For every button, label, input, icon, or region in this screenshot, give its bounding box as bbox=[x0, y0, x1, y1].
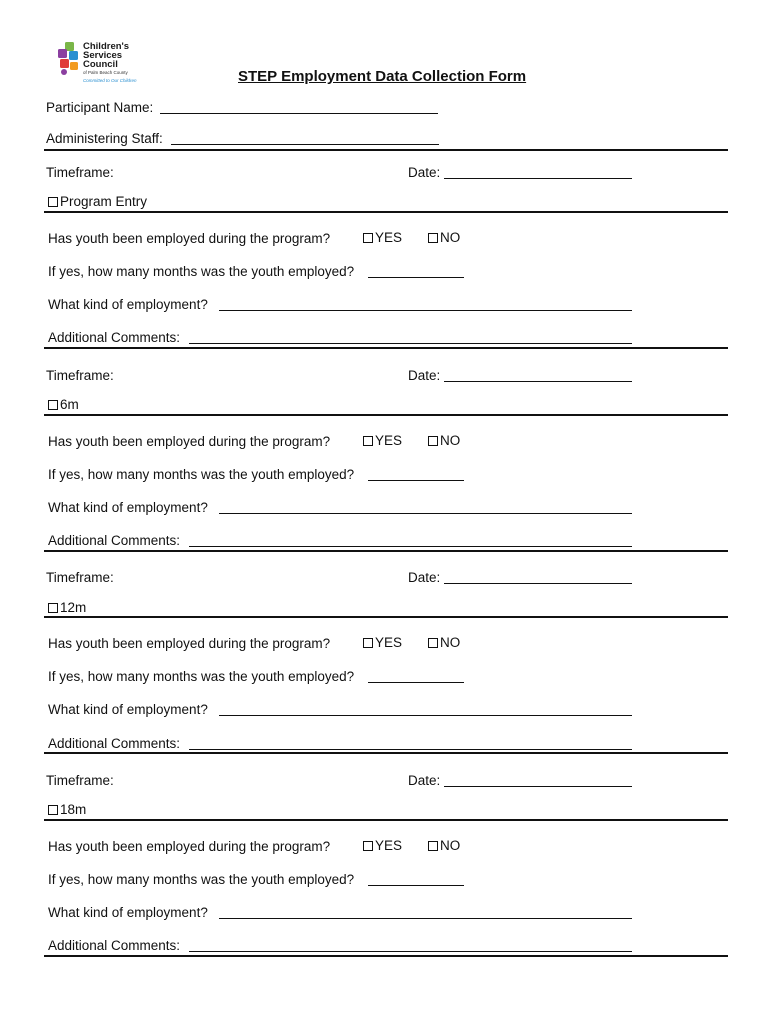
period-label: 12m bbox=[60, 600, 87, 615]
months-question: If yes, how many months was the youth employed? bbox=[48, 264, 355, 279]
period-checkbox[interactable] bbox=[48, 805, 58, 815]
comments-field[interactable] bbox=[189, 343, 632, 344]
participant-name-field[interactable] bbox=[160, 113, 438, 114]
period-checkbox-row[interactable] bbox=[48, 600, 86, 616]
section-divider bbox=[44, 752, 728, 754]
comments-field[interactable] bbox=[189, 951, 632, 952]
comments-field[interactable] bbox=[189, 749, 632, 750]
yes-option[interactable]: YES bbox=[363, 433, 402, 449]
months-question: If yes, how many months was the youth employed? bbox=[48, 872, 355, 887]
employed-question: Has youth been employed during the program? bbox=[48, 434, 331, 449]
period-checkbox-row[interactable] bbox=[48, 397, 79, 413]
no-option[interactable]: NO bbox=[428, 433, 460, 449]
yes-checkbox[interactable] bbox=[363, 841, 373, 851]
comments-label: Additional Comments: bbox=[48, 330, 181, 345]
period-checkbox[interactable] bbox=[48, 400, 58, 410]
employed-question: Has youth been employed during the program? bbox=[48, 231, 331, 246]
period-checkbox-row[interactable] bbox=[48, 802, 86, 818]
no-checkbox[interactable] bbox=[428, 638, 438, 648]
yes-option[interactable]: YES bbox=[363, 635, 402, 651]
employed-question: Has youth been employed during the program? bbox=[48, 636, 331, 651]
administering-staff-label: Administering Staff: bbox=[46, 131, 163, 146]
employment-kind-field[interactable] bbox=[219, 310, 632, 311]
form-title: STEP Employment Data Collection Form bbox=[238, 68, 527, 85]
employed-question: Has youth been employed during the program? bbox=[48, 839, 331, 854]
employment-kind-question: What kind of employment? bbox=[48, 905, 208, 920]
months-field[interactable] bbox=[368, 682, 464, 683]
yes-option[interactable]: YES bbox=[363, 230, 402, 246]
date-field[interactable] bbox=[444, 786, 632, 787]
date-label: Date: bbox=[408, 368, 441, 383]
timeframe-label: Timeframe: bbox=[46, 570, 114, 585]
months-question: If yes, how many months was the youth employed? bbox=[48, 669, 355, 684]
date-label: Date: bbox=[408, 773, 441, 788]
timeframe-label: Timeframe: bbox=[46, 165, 114, 180]
comments-field[interactable] bbox=[189, 546, 632, 547]
puzzle-logo-icon bbox=[56, 42, 82, 80]
timeframe-label: Timeframe: bbox=[46, 368, 114, 383]
period-label: 6m bbox=[60, 397, 79, 412]
employment-kind-question: What kind of employment? bbox=[48, 500, 208, 515]
section-divider bbox=[44, 347, 728, 349]
administering-staff-field[interactable] bbox=[171, 144, 439, 145]
period-checkbox[interactable] bbox=[48, 603, 58, 613]
section-divider bbox=[44, 149, 728, 151]
months-field[interactable] bbox=[368, 277, 464, 278]
yes-checkbox[interactable] bbox=[363, 638, 373, 648]
section-divider bbox=[44, 550, 728, 552]
date-label: Date: bbox=[408, 165, 441, 180]
csc-logo bbox=[56, 40, 156, 92]
logo-tagline: Committed to Our Children bbox=[83, 78, 137, 83]
date-field[interactable] bbox=[444, 381, 632, 382]
logo-subtitle: of Palm Beach County bbox=[83, 70, 128, 75]
no-checkbox[interactable] bbox=[428, 841, 438, 851]
section-divider bbox=[44, 211, 728, 213]
no-option[interactable]: NO bbox=[428, 635, 460, 651]
no-option[interactable]: NO bbox=[428, 230, 460, 246]
yes-option[interactable]: YES bbox=[363, 838, 402, 854]
yes-checkbox[interactable] bbox=[363, 436, 373, 446]
no-checkbox[interactable] bbox=[428, 436, 438, 446]
section-divider bbox=[44, 819, 728, 821]
employment-kind-field[interactable] bbox=[219, 513, 632, 514]
logo-name: Children's Services Council bbox=[83, 41, 130, 70]
period-checkbox-row[interactable] bbox=[48, 194, 147, 210]
no-checkbox[interactable] bbox=[428, 233, 438, 243]
participant-name-label: Participant Name: bbox=[46, 100, 154, 115]
comments-label: Additional Comments: bbox=[48, 533, 181, 548]
date-field[interactable] bbox=[444, 178, 632, 179]
timeframe-label: Timeframe: bbox=[46, 773, 114, 788]
period-label: Program Entry bbox=[60, 194, 148, 209]
date-label: Date: bbox=[408, 570, 441, 585]
comments-label: Additional Comments: bbox=[48, 938, 181, 953]
months-question: If yes, how many months was the youth employed? bbox=[48, 467, 355, 482]
employment-kind-field[interactable] bbox=[219, 918, 632, 919]
months-field[interactable] bbox=[368, 885, 464, 886]
section-divider bbox=[44, 955, 728, 957]
section-divider bbox=[44, 616, 728, 618]
period-label: 18m bbox=[60, 802, 87, 817]
employment-kind-question: What kind of employment? bbox=[48, 702, 208, 717]
period-checkbox[interactable] bbox=[48, 197, 58, 207]
no-option[interactable]: NO bbox=[428, 838, 460, 854]
date-field[interactable] bbox=[444, 583, 632, 584]
yes-checkbox[interactable] bbox=[363, 233, 373, 243]
months-field[interactable] bbox=[368, 480, 464, 481]
employment-kind-question: What kind of employment? bbox=[48, 297, 208, 312]
section-divider bbox=[44, 414, 728, 416]
employment-kind-field[interactable] bbox=[219, 715, 632, 716]
comments-label: Additional Comments: bbox=[48, 736, 181, 751]
